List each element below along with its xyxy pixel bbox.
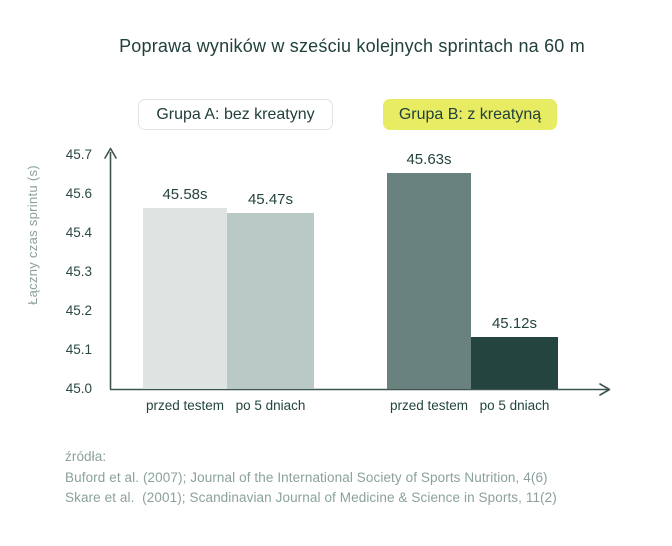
bar-3 — [387, 173, 471, 389]
bar-value-label: 45.58s — [162, 186, 208, 203]
bar-2 — [227, 213, 314, 389]
x-tick-label: po 5 dniach — [479, 398, 550, 413]
legend-group-b-label: Grupa B: z kreatyną — [398, 105, 542, 123]
x-axis-arrowhead — [600, 384, 610, 395]
source-line: Buford et al. (2007); Journal of the International Society of Sports Nutrition, 4(6) — [65, 469, 548, 485]
x-tick-label: przed testem — [389, 398, 469, 413]
legend-group-a-label: Grupa A: bez kreatyny — [156, 105, 315, 123]
chart-title: Poprawa wyników w sześciu kolejnych sprintach na 60 m — [119, 36, 585, 56]
y-axis-title: Łączny czas sprintu (s) — [25, 165, 40, 305]
y-tick-label: 45.2 — [65, 303, 92, 318]
y-tick-label: 45.1 — [65, 342, 92, 357]
sources-heading: źródła: — [65, 449, 107, 464]
y-axis-arrowhead — [105, 149, 116, 159]
y-tick-label: 45.3 — [65, 264, 92, 279]
bar-4 — [471, 337, 558, 389]
legend-group-b — [383, 99, 557, 130]
bar-value-label: 45.47s — [247, 191, 294, 208]
legend-group-a — [138, 99, 333, 130]
bar-1 — [143, 208, 227, 389]
sources — [65, 447, 557, 509]
bar-value-label: 45.63s — [406, 151, 452, 168]
x-tick-label: przed testem — [145, 398, 225, 413]
source-line: Skare et al. (2001); Scandinavian Journal of Medicine & Science in Sports, 11(2) — [65, 490, 557, 505]
y-tick-label: 45.0 — [65, 381, 92, 396]
y-tick-label: 45.7 — [65, 147, 92, 162]
bar-value-label: 45.12s — [491, 315, 538, 332]
y-tick-label: 45.6 — [65, 186, 92, 201]
y-tick-label: 45.4 — [65, 225, 92, 240]
x-tick-label: po 5 dniach — [235, 398, 306, 413]
